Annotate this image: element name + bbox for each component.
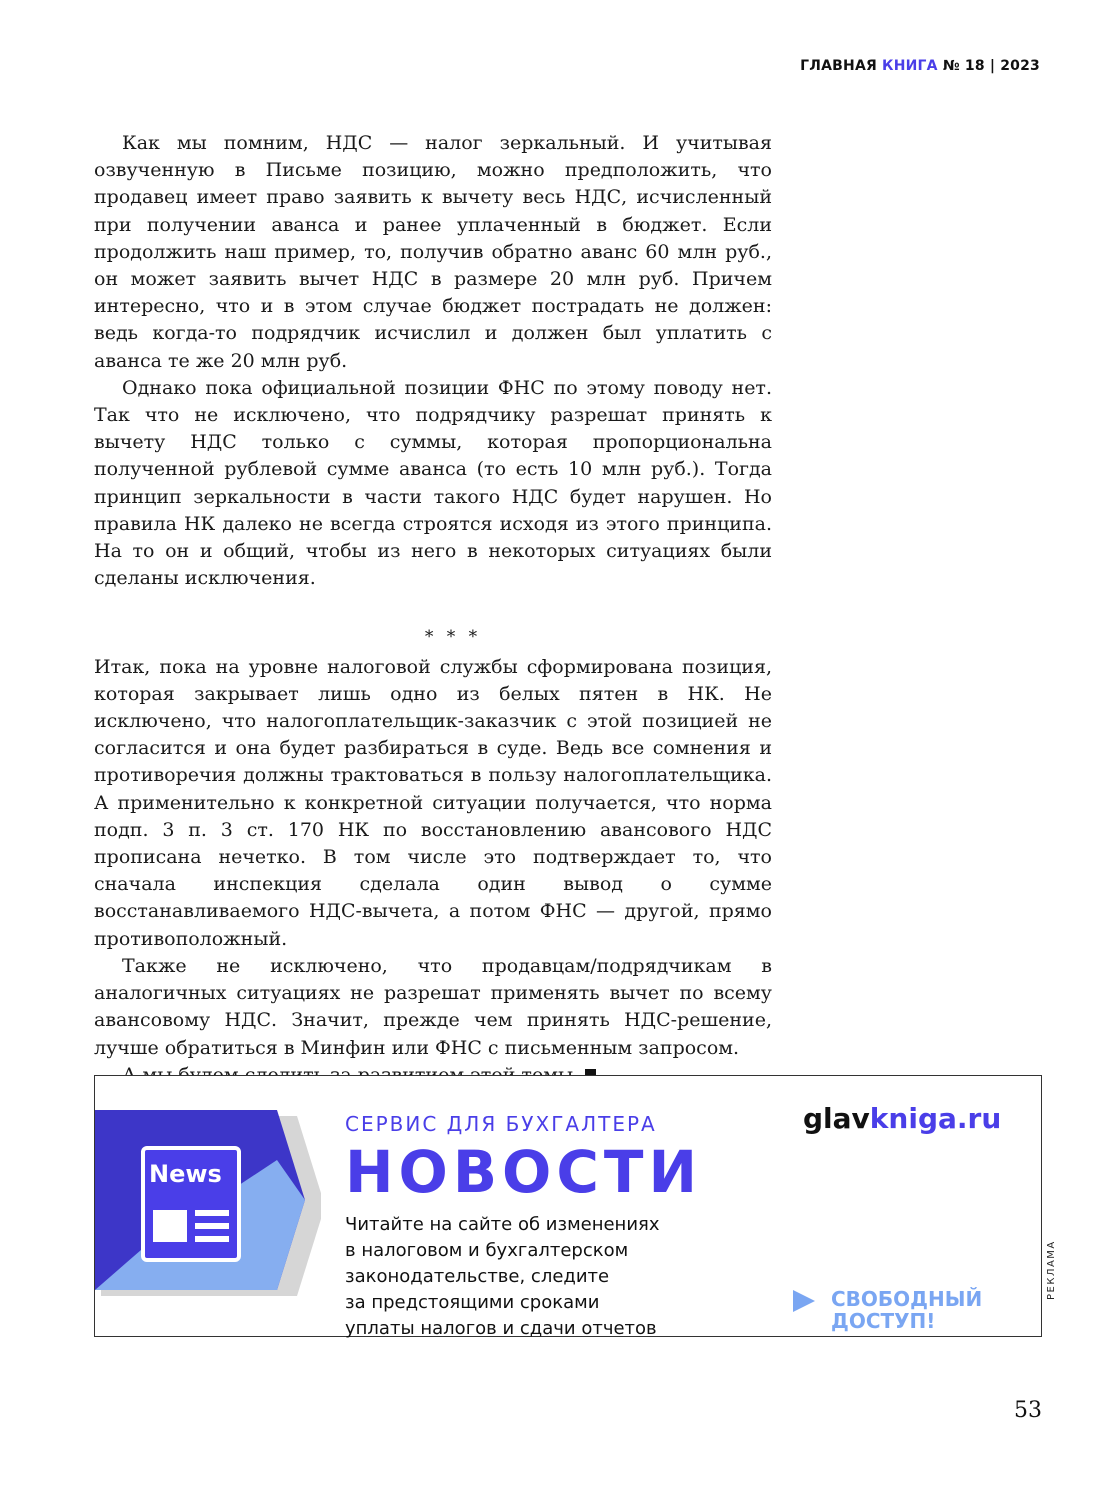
news-icon-image [153, 1210, 187, 1242]
running-head [800, 58, 1040, 74]
ad-description-line: законодательстве, следите [345, 1266, 610, 1287]
site-link[interactable] [803, 1102, 1001, 1135]
paragraph: Однако пока официальной позиции ФНС по этому поводу нет. Так что не исключено, что подрядчику разрешат принять к вычету НДС только с суммы, которая пропорциональна полученной рублевой сумме аванса (то есть 10 млн руб.). Тогда принцип зеркальности в части такого НДС будет нарушен. Но правила НК далеко не всегда строятся исходя из этого принципа. На то он и общий, чтобы из него в некоторых ситуациях были сделаны исключения. [94, 376, 772, 590]
site-link-part2: kniga.ru [869, 1102, 1002, 1135]
free-access-line1: СВОБОДНЫЙ [831, 1287, 983, 1311]
ad-description-line: за предстоящими сроками [345, 1292, 600, 1313]
paragraph: Также не исключено, что продавцам/подрядчикам в аналогичных ситуациях не разрешат применять вычет по всему авансовому НДС. Значит, прежде чем принять НДС-решение, лучше обратиться в Минфин или ФНС с письменным запросом. [94, 954, 772, 1059]
free-access-line2: ДОСТУП! [831, 1309, 936, 1333]
free-access-button[interactable] [793, 1288, 982, 1332]
news-icon-line [195, 1210, 229, 1216]
news-icon-line [195, 1236, 229, 1242]
news-graphic [81, 1100, 321, 1300]
site-link-part1: glav [803, 1102, 870, 1135]
magazine-title-accent: КНИГА [882, 58, 938, 74]
section-separator: * * * [424, 627, 482, 648]
advertisement-banner[interactable] [94, 1075, 1042, 1337]
issue-number: № 18 | 2023 [942, 58, 1040, 74]
ad-description-line: в налоговом и бухгалтерском [345, 1240, 629, 1261]
paragraph: Итак, пока на уровне налоговой службы сформирована позиция, которая закрывает лишь одно из белых пятен в НК. Не исключено, что налогоплательщик-заказчик с этой позицией не согласится и она будет разбираться в суде. Ведь все сомнения и противоречия должны трактоваться в пользу налогоплательщика. А применительно к конкретной ситуации получается, что норма подп. 3 п. 3 ст. 170 НК по восстановлению авансового НДС прописана нечетко. В том числе это подтверждает то, что сначала инспекция сделала один вывод о сумме восстанавливаемого НДС-вычета, а потом ФНС — другой, прямо противоположный. [94, 655, 772, 950]
paragraph: Как мы помним, НДС — налог зеркальный. И учитывая озвученную в Письме позицию, можно предположить, что продавец имеет право заявить к вычету весь НДС, исчисленный при получении аванса и ранее уплаченный в бюджет. Если продолжить наш пример, то, получив обратно аванс 60 млн руб., он может заявить вычет НДС в размере 20 млн руб. Причем интересно, что и в этом случае бюджет пострадать не должен: ведь когда-то подрядчик исчислил и должен был уплатить с аванса те же 20 млн руб. [94, 132, 772, 372]
advertising-label: РЕКЛАМА [1046, 1240, 1057, 1300]
magazine-title: ГЛАВНАЯ [800, 58, 877, 74]
news-icon-line [195, 1223, 229, 1229]
ad-description [345, 1212, 660, 1342]
article-body [94, 130, 772, 1089]
ad-description-line: Читайте на сайте об изменениях [345, 1214, 660, 1235]
news-icon-label: News [149, 1160, 222, 1188]
play-arrow-icon [793, 1290, 815, 1312]
service-label: СЕРВИС ДЛЯ БУХГАЛТЕРА [345, 1112, 657, 1136]
page-number: 53 [1014, 1398, 1042, 1423]
ad-headline: НОВОСТИ [345, 1138, 703, 1206]
ad-description-line: уплаты налогов и сдачи отчетов [345, 1318, 657, 1339]
